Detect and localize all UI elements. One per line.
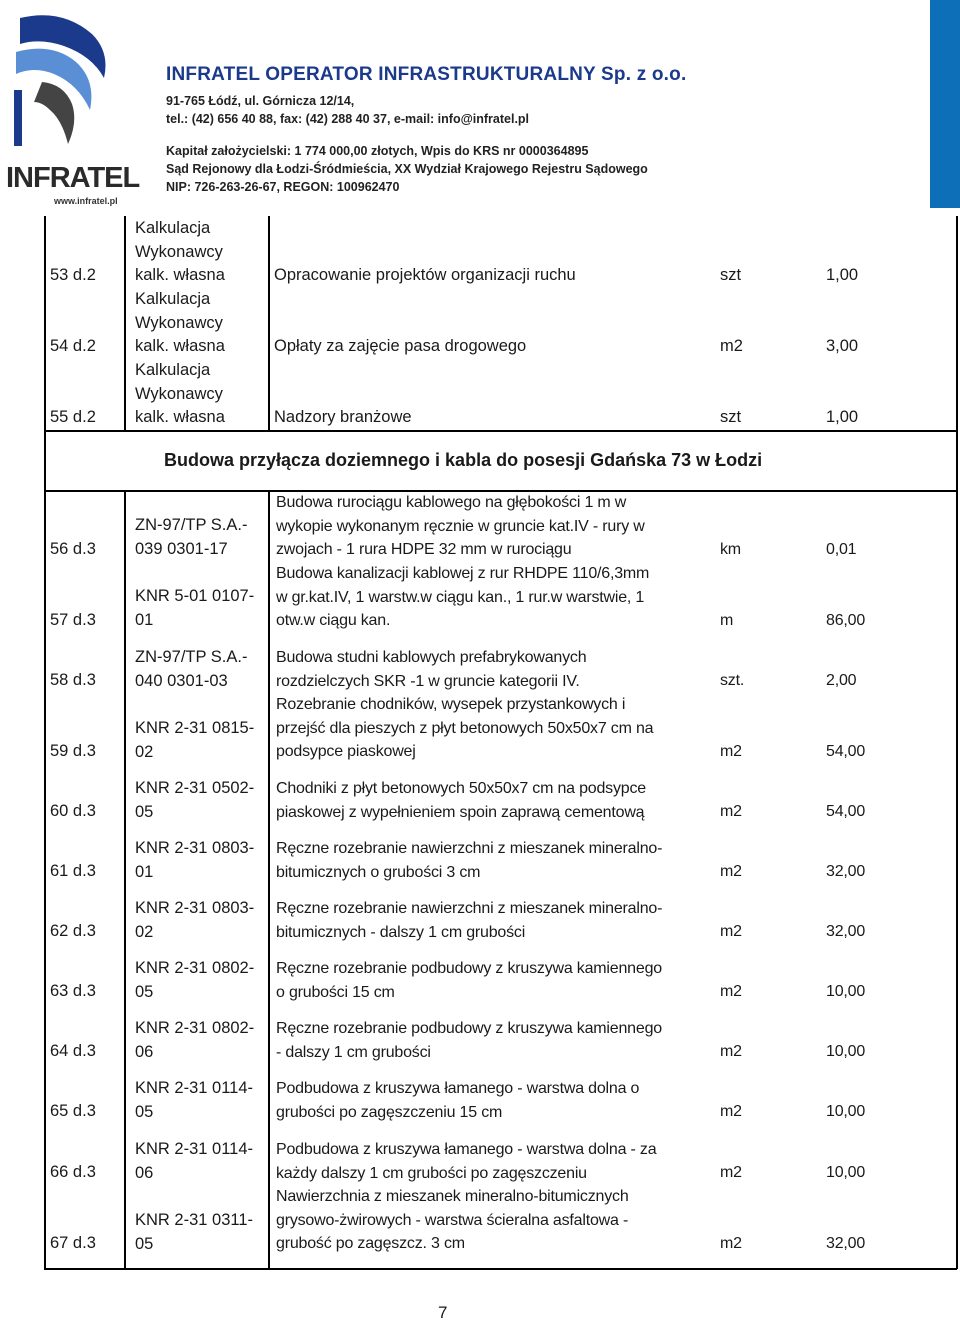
row-56-basis: ZN-97/TP S.A.- 039 0301-17 xyxy=(135,516,248,558)
row-64-qty: 10,00 xyxy=(826,1043,866,1060)
page-number: 7 xyxy=(438,1303,448,1322)
row-53-desc: Opracowanie projektów organizacji ruchu xyxy=(274,266,576,284)
row-53-basis: Kalkulacja Wykonawcy kalk. własna xyxy=(135,219,225,284)
row-67-qty: 32,00 xyxy=(826,1235,866,1252)
row-67-unit: m2 xyxy=(720,1235,742,1252)
row-61-unit: m2 xyxy=(720,863,742,880)
company-logo xyxy=(6,12,140,206)
row-58-lp: 58 d.3 xyxy=(50,671,96,689)
row-57-unit: m xyxy=(720,612,734,629)
column-divider xyxy=(268,216,270,430)
row-63-qty: 10,00 xyxy=(826,983,866,1000)
row-53-lp: 53 d.2 xyxy=(50,266,96,284)
row-54-qty: 3,00 xyxy=(826,337,859,355)
row-56-unit: km xyxy=(720,541,741,558)
row-54-desc: Opłaty za zajęcie pasa drogowego xyxy=(274,337,527,355)
row-58-basis: ZN-97/TP S.A.- 040 0301-03 xyxy=(135,648,248,690)
row-61-basis: KNR 2-31 0803- 01 xyxy=(135,839,255,881)
row-65-basis: KNR 2-31 0114- 05 xyxy=(135,1079,254,1121)
row-58-unit: szt. xyxy=(720,672,745,689)
row-65-desc: Podbudowa z kruszywa łamanego - warstwa dolna o grubości po zagęszczeniu 15 cm xyxy=(276,1080,640,1121)
row-64-unit: m2 xyxy=(720,1043,742,1060)
row-67-desc: Nawierzchnia z mieszanek mineralno-bitumicznych grysowo-żwirowych - warstwa ścieralna asfaltowa - grubość po zagęszcz. 3 cm xyxy=(276,1188,629,1252)
company-info xyxy=(166,64,906,196)
row-60-desc: Chodniki z płyt betonowych 50x50x7 cm na podsypce piaskowej z wypełnieniem spoin zaprawą cementową xyxy=(276,780,646,821)
row-63-unit: m2 xyxy=(720,983,742,1000)
group-side-strip xyxy=(930,0,960,208)
company-court: Sąd Rejonowy dla Łodzi-Śródmieścia, XX Wydział Krajowego Rejestru Sądowego xyxy=(166,162,648,176)
row-62-unit: m2 xyxy=(720,923,742,940)
column-divider xyxy=(124,216,126,430)
row-64-basis: KNR 2-31 0802- 06 xyxy=(135,1019,255,1061)
row-58-desc: Budowa studni kablowych prefabrykowanych rozdzielczych SKR -1 w gruncie kategorii IV. xyxy=(276,649,587,690)
infratel-logo-icon xyxy=(12,12,110,154)
row-61-qty: 32,00 xyxy=(826,863,866,880)
company-address: 91-765 Łódź, ul. Górnicza 12/14, xyxy=(166,94,355,108)
row-67-lp: 67 d.3 xyxy=(50,1234,96,1252)
row-57-lp: 57 d.3 xyxy=(50,611,96,629)
company-capital: Kapitał założycielski: 1 774 000,00 złotych, Wpis do KRS nr 0000364895 xyxy=(166,144,589,158)
row-54-unit: m2 xyxy=(720,337,743,355)
row-61-desc: Ręczne rozebranie nawierzchni z mieszanek mineralno- bitumicznych o grubości 3 cm xyxy=(276,840,663,881)
row-55-desc: Nadzory branżowe xyxy=(274,408,412,426)
company-contact: tel.: (42) 656 40 88, fax: (42) 288 40 37, e-mail: info@infratel.pl xyxy=(166,112,530,126)
row-65-qty: 10,00 xyxy=(826,1103,866,1120)
row-57-qty: 86,00 xyxy=(826,612,866,629)
row-63-lp: 63 d.3 xyxy=(50,982,96,1000)
row-55-unit: szt xyxy=(720,408,742,426)
row-53-qty: 1,00 xyxy=(826,266,859,284)
row-57-basis: KNR 5-01 0107- 01 xyxy=(135,587,255,629)
table-border xyxy=(956,216,958,1269)
row-54-basis: Kalkulacja Wykonawcy kalk. własna xyxy=(135,290,225,355)
row-60-qty: 54,00 xyxy=(826,803,866,820)
row-66-lp: 66 d.3 xyxy=(50,1163,96,1181)
row-55-qty: 1,00 xyxy=(826,408,859,426)
row-59-desc: Rozebranie chodników, wysepek przystankowych i przejść dla pieszych z płyt betonowych 50x50x7 cm na podsypce piaskowej xyxy=(276,696,654,760)
row-60-basis: KNR 2-31 0502- 05 xyxy=(135,779,255,821)
row-66-unit: m2 xyxy=(720,1164,742,1181)
row-62-lp: 62 d.3 xyxy=(50,922,96,940)
section-title: Budowa przyłącza doziemnego i kabla do posesji Gdańska 73 w Łodzi xyxy=(164,450,763,470)
row-59-lp: 59 d.3 xyxy=(50,742,96,760)
row-58-qty: 2,00 xyxy=(826,672,857,689)
company-title: INFRATEL OPERATOR INFRASTRUKTURALNY Sp. z o.o. xyxy=(166,64,687,85)
logo-wordmark: INFRATEL xyxy=(6,162,140,194)
row-66-basis: KNR 2-31 0114- 06 xyxy=(135,1140,254,1182)
row-60-lp: 60 d.3 xyxy=(50,802,96,820)
row-53-unit: szt xyxy=(720,266,742,284)
row-64-desc: Ręczne rozebranie podbudowy z kruszywa kamiennego - dalszy 1 cm grubości xyxy=(276,1020,662,1061)
row-62-desc: Ręczne rozebranie nawierzchni z mieszanek mineralno- bitumicznych - dalszy 1 cm grubości xyxy=(276,900,663,941)
row-56-desc: Budowa rurociągu kablowego na głębokości 1 m w wykopie wykonanym ręcznie w gruncie kat.IV - rury w zwojach - 1 rura HDPE 32 mm w rurociągu xyxy=(276,494,645,558)
logo-website: www.infratel.pl xyxy=(54,196,118,206)
row-59-basis: KNR 2-31 0815- 02 xyxy=(135,719,255,761)
row-62-qty: 32,00 xyxy=(826,923,866,940)
row-56-lp: 56 d.3 xyxy=(50,540,96,558)
row-63-basis: KNR 2-31 0802- 05 xyxy=(135,959,255,1001)
row-divider xyxy=(44,430,957,432)
cost-estimate-table xyxy=(44,216,956,1269)
row-56-qty: 0,01 xyxy=(826,541,857,558)
column-divider xyxy=(124,490,126,1269)
row-67-basis: KNR 2-31 0311- 05 xyxy=(135,1211,254,1253)
company-nip-regon: NIP: 726-263-26-67, REGON: 100962470 xyxy=(166,180,400,194)
table-border xyxy=(44,216,46,1269)
row-59-unit: m2 xyxy=(720,743,742,760)
row-66-desc: Podbudowa z kruszywa łamanego - warstwa dolna - za każdy dalszy 1 cm grubości po zagęszczeniu xyxy=(276,1141,657,1182)
row-55-basis: Kalkulacja Wykonawcy kalk. własna xyxy=(135,361,225,426)
row-61-lp: 61 d.3 xyxy=(50,862,96,880)
row-54-lp: 54 d.2 xyxy=(50,337,96,355)
row-59-qty: 54,00 xyxy=(826,743,866,760)
column-divider xyxy=(268,490,270,1269)
row-66-qty: 10,00 xyxy=(826,1164,866,1181)
table-border xyxy=(44,1268,957,1270)
row-57-desc: Budowa kanalizacji kablowej z rur RHDPE 110/6,3mm w gr.kat.IV, 1 warstw.w ciągu kan., 1 rur.w warstwie, 1 otw.w ciągu kan. xyxy=(276,565,650,629)
row-64-lp: 64 d.3 xyxy=(50,1042,96,1060)
row-63-desc: Ręczne rozebranie podbudowy z kruszywa kamiennego o grubości 15 cm xyxy=(276,960,662,1001)
row-55-lp: 55 d.2 xyxy=(50,408,96,426)
row-62-basis: KNR 2-31 0803- 02 xyxy=(135,899,255,941)
row-65-unit: m2 xyxy=(720,1103,742,1120)
row-60-unit: m2 xyxy=(720,803,742,820)
row-65-lp: 65 d.3 xyxy=(50,1102,96,1120)
